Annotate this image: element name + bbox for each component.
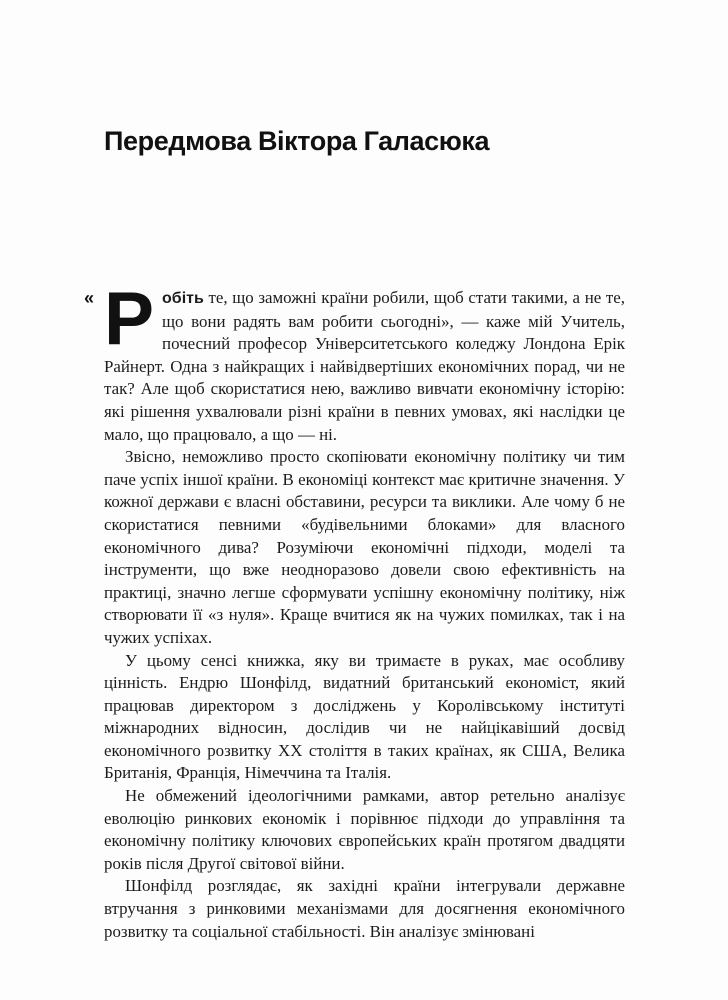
drop-cap: Р bbox=[104, 276, 155, 360]
page-title: Передмова Віктора Галасюка bbox=[104, 126, 490, 156]
preface-body bbox=[84, 276, 625, 943]
paragraph-3: У цьому сенсі книжка, яку ви тримаєте в руках, має особливу цінність. Ендрю Шонфілд, видатний британський економіст, який працював директором з досліджень у Королівському інституті міжнародних відносин, дослідив чи не найцікавіший досвід економічного розвитку XX століття в таких країнах, як США, Велика Британія, Франція, Німеччина та Італія. bbox=[104, 650, 625, 783]
paragraph-5: Шонфілд розглядає, як західні країни інтегрували державне втручання з ринковими механізмами для досягнення економічного розвитку та соціальної стабільності. Він аналізує змінювані bbox=[104, 876, 625, 941]
paragraph-1 bbox=[104, 276, 625, 446]
paragraph-1-text: те, що заможні країни робили, щоб стати такими, а не те, що вони радять вам робити сьогодні», — каже мій Учитель, почесний професор Університетського коледжу Лондона Ерік Райнерт. Одна з найкращих і найвідвертіших економічних порад, чи не так? Але щоб скористатися нею, важливо вивчати економічну історію: які рішення ухвалювали різні країни в певних умовах, які наслідки це мало, що працювало, а що — ні. bbox=[104, 288, 625, 444]
paragraph-2: Звісно, неможливо просто скопіювати економічну політику чи тим паче успіх іншої країни. В економіці контекст має критичне значення. У кожної держави є власні обставини, ресурси та виклики. Але чому б не скористатися певними «будівельними блоками» для власного економічного дива? Розуміючи економічні підходи, моделі та інструменти, що вже неодноразово довели свою ефективність на практиці, значно легше сформувати успішну економічну політику, ніж створювати її «з нуля». Краще вчитися як на чужих помилках, так і на чужих успіхах. bbox=[104, 447, 625, 647]
paragraph-4: Не обмежений ідеологічними рамками, автор ретельно аналізує еволюцію ринкових економік і порівнює підходи до управління та економічну політику ключових європейських країн протягом двадцяти років після Другої світової війни. bbox=[104, 786, 625, 873]
opening-quote-mark: « bbox=[84, 288, 95, 308]
lead-word: обіть bbox=[162, 290, 204, 307]
